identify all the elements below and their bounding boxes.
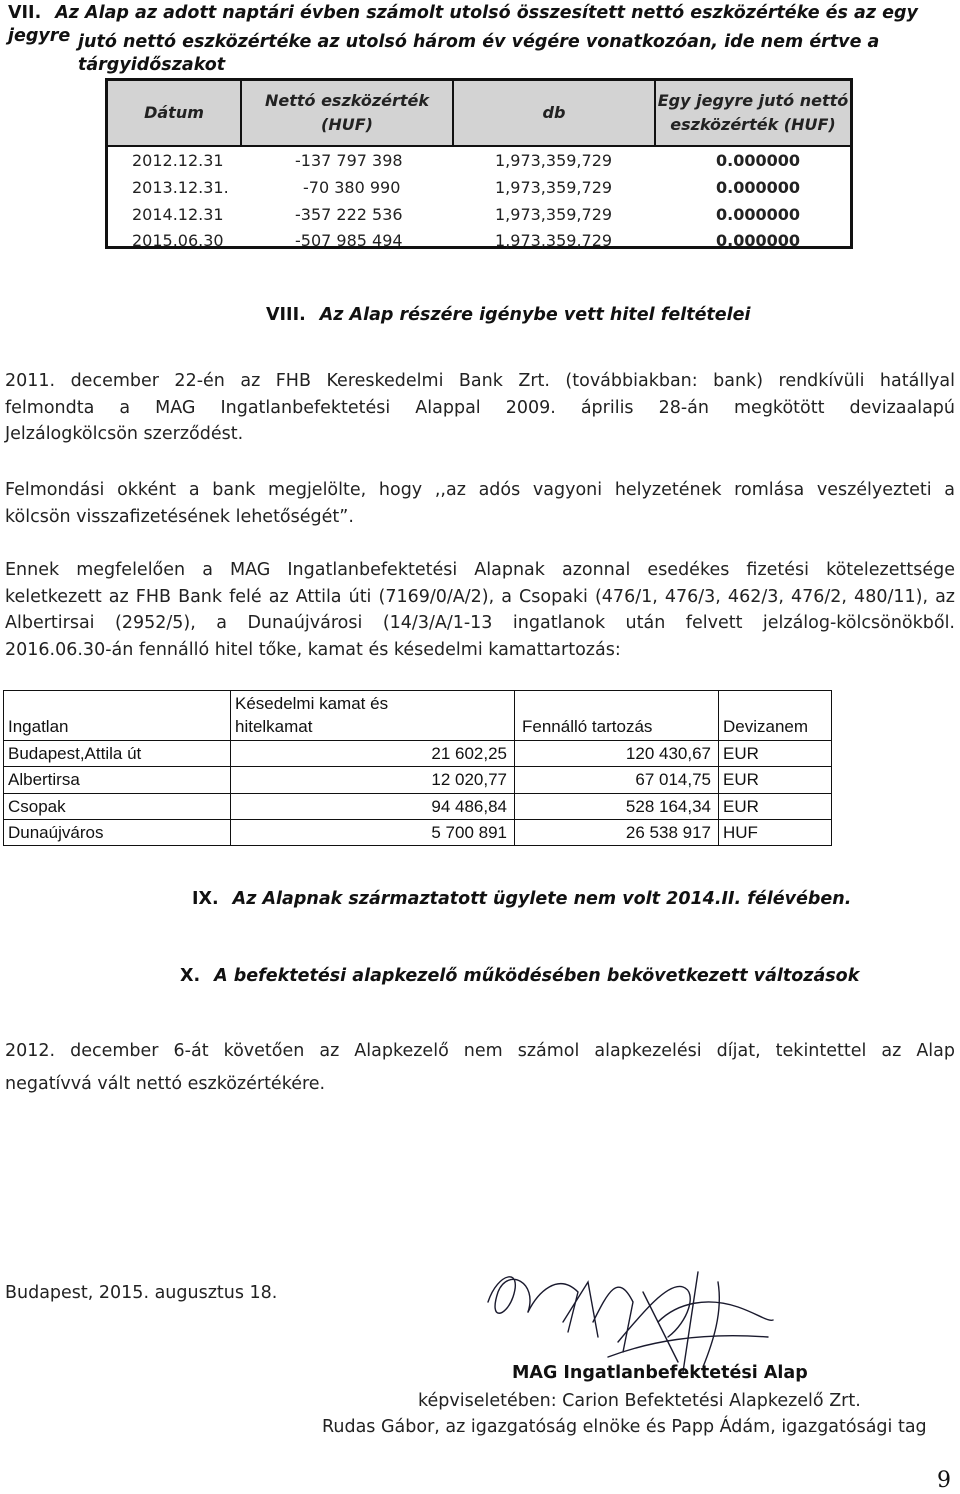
paragraph-line: Jelzálogkölcsön szerződést. [5, 424, 244, 444]
header-db: db [542, 103, 566, 122]
header-property: Ingatlan [8, 717, 69, 736]
row-property: Dunaújváros [8, 823, 104, 842]
paragraph-termination [5, 368, 955, 448]
row-db: 1,973,359,729 [495, 151, 613, 170]
row-currency: EUR [723, 770, 759, 789]
row-interest: 12 020,77 [431, 770, 507, 789]
header-nav [242, 81, 452, 145]
paragraph-line: 2011. december 22-én az FHB Kereskedelmi Bank Zrt. (továbbiakban: bank) rendkívüli hatállyal [5, 371, 955, 391]
row-per-unit: 0.000000 [716, 231, 801, 250]
header-per-unit-line2: eszközérték (HUF) [670, 115, 836, 134]
row-interest: 94 486,84 [431, 797, 507, 816]
paragraph-line: kölcsön visszafizetésének lehetőségét”. [5, 506, 354, 527]
row-date: 2015.06.30 [132, 231, 224, 250]
row-interest: 5 700 891 [431, 823, 507, 842]
paragraph-line: Ennek megfelelően a MAG Ingatlanbefektetési Alapnak azonnal esedékes fizetési kötelezettsége [5, 560, 955, 580]
header-currency: Devizanem [723, 717, 809, 736]
section-8-heading [266, 305, 751, 325]
row-outstanding: 528 164,34 [625, 797, 711, 816]
row-date: 2014.12.31 [132, 205, 224, 224]
place-date: Budapest, 2015. augusztus 18. [5, 1283, 278, 1303]
section-10-heading [180, 966, 859, 986]
header-interest-line2: hitelkamat [235, 717, 313, 736]
table-row [108, 147, 850, 174]
table-row [108, 174, 850, 201]
paragraph-line: negatívvá vált nettó eszközértékére. [5, 1074, 326, 1094]
nav-table [105, 78, 853, 249]
header-date: Dátum [144, 103, 204, 122]
signature-representative: képviseletében: Carion Befektetési Alapkezelő Zrt. [418, 1391, 861, 1411]
table-row [108, 227, 850, 254]
row-nav: -357 222 536 [295, 205, 403, 224]
section-8-title: Az Alap részére igénybe vett hitel feltételei [319, 305, 751, 325]
row-outstanding: 26 538 917 [625, 823, 711, 842]
header-nav-line2: (HUF) [321, 115, 373, 134]
paragraph-reason [5, 477, 955, 530]
row-currency: EUR [723, 797, 759, 816]
row-db: 1,973,359,729 [495, 178, 613, 197]
row-nav: -507 985 494 [295, 231, 403, 250]
debt-table [3, 690, 832, 846]
section-10-number: X. [180, 966, 201, 986]
section-9-number: IX. [192, 889, 219, 909]
section-7-number: VII. [8, 3, 42, 23]
row-outstanding: 120 430,67 [625, 744, 711, 763]
row-db: 1,973,359,729 [495, 231, 613, 250]
section-10-title: A befektetési alapkezelő működésében bekövetkezett változások [214, 966, 860, 986]
paragraph-obligation [5, 557, 955, 663]
row-per-unit: 0.000000 [716, 151, 801, 170]
header-outstanding: Fennálló tartozás [522, 717, 653, 736]
header-per-unit [656, 81, 850, 145]
row-nav: -70 380 990 [303, 178, 401, 197]
row-outstanding: 67 014,75 [635, 770, 711, 789]
paragraph-line: felmondta a MAG Ingatlanbefektetési Alappal 2009. április 28-án megkötött devizaalapú [5, 397, 955, 418]
header-nav-line1: Nettó eszközérték [264, 91, 430, 110]
section-7-title-line2: jutó nettó eszközértéke az utolsó három év végére vonatkozóan, ide nem értve a tárgyidőszakot [78, 32, 880, 75]
paragraph-line: keletkezett az FHB Bank felé az Attila úti (7169/0/A/2), a Csopaki (476/1, 476/3, 462/3, 476/2, 480/11), az [5, 586, 955, 607]
row-currency: EUR [723, 744, 759, 763]
row-per-unit: 0.000000 [716, 178, 801, 197]
section-7-title-line1: Az Alap az adott naptári évben számolt utolsó összesített nettó eszközértéke és az egy jegyre [8, 3, 918, 46]
paragraph-line: 2016.06.30-án fennálló hitel tőke, kamat és késedelmi kamattartozás: [5, 639, 621, 660]
page-number: 9 [937, 1468, 951, 1493]
row-property: Budapest,Attila út [8, 744, 142, 763]
paragraph-line: 2012. december 6-át követően az Alapkezelő nem számol alapkezelési díjat, tekintettel az Alap [5, 1041, 955, 1061]
signature-organization: MAG Ingatlanbefektetési Alap [512, 1363, 808, 1383]
section-9-heading [192, 889, 851, 909]
row-property: Albertirsa [8, 770, 80, 789]
paragraph-line: Felmondási okként a bank megjelölte, hogy ,,az adós vagyoni helyzetének romlása veszélyezteti a [5, 480, 955, 500]
header-per-unit-line1: Egy jegyre jutó nettó [657, 91, 849, 110]
row-property: Csopak [8, 797, 66, 816]
row-date: 2012.12.31 [132, 151, 224, 170]
row-db: 1,973,359,729 [495, 205, 613, 224]
row-interest: 21 602,25 [431, 744, 507, 763]
signature-names: Rudas Gábor, az igazgatóság elnöke és Papp Ádám, igazgatósági tag [322, 1417, 927, 1437]
row-date: 2013.12.31. [132, 178, 229, 197]
row-per-unit: 0.000000 [716, 205, 801, 224]
row-nav: -137 797 398 [295, 151, 403, 170]
section-8-number: VIII. [266, 305, 306, 325]
header-interest-line1: Késedelmi kamat és [235, 694, 389, 713]
paragraph-fee [5, 1041, 955, 1094]
table-row [108, 201, 850, 228]
section-9-title: Az Alapnak származtatott ügylete nem volt 2014.II. félévében. [232, 889, 852, 909]
nav-table-header [108, 81, 850, 147]
paragraph-line: Albertirsai (2952/5), a Dunaújvárosi (14/3/A/1-13 ingatlanok után felvett jelzálog-kölcsönökből. [5, 613, 955, 633]
row-currency: HUF [723, 823, 758, 842]
